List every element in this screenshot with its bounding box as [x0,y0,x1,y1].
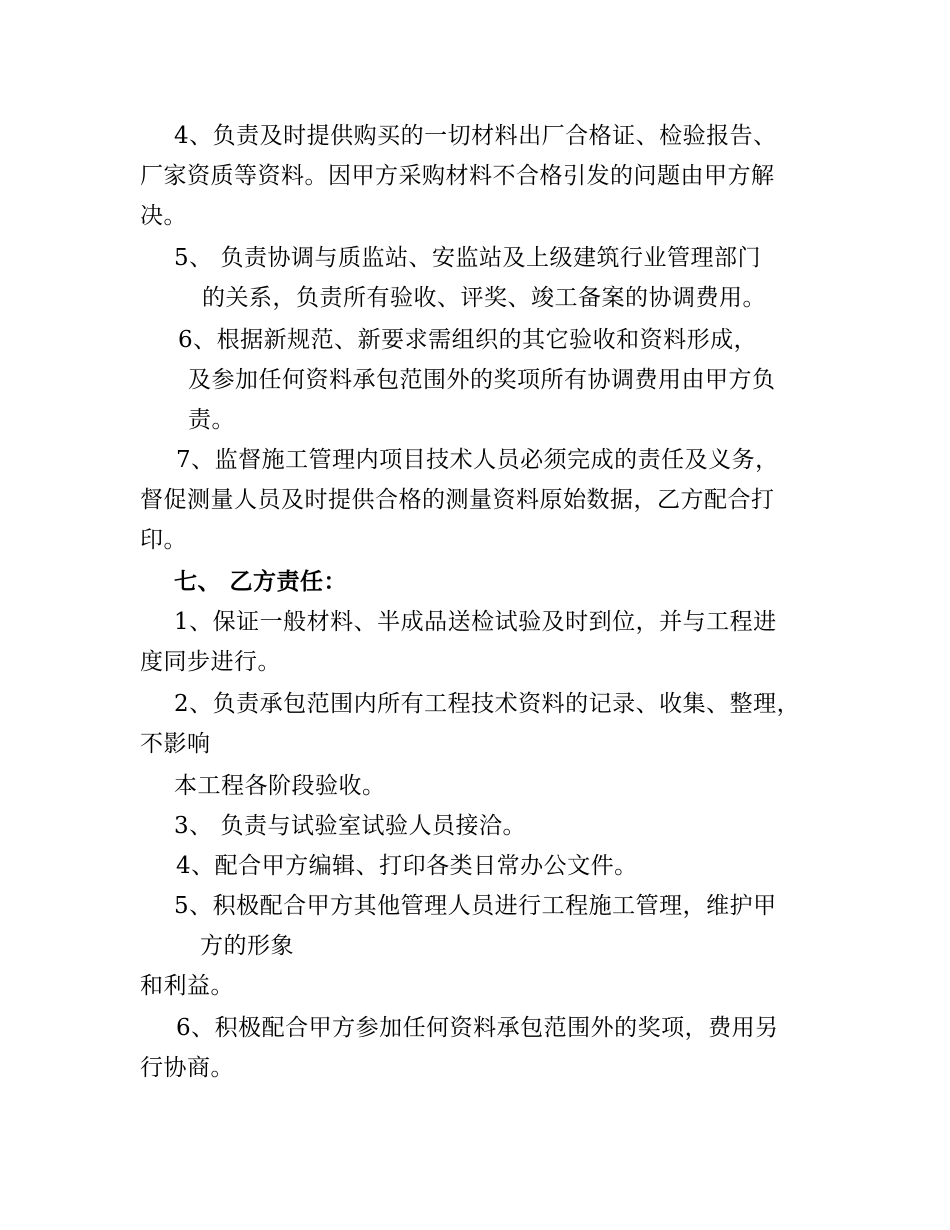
text-line-party-b-item-2-cont: 不影响 [140,731,211,757]
text-line-party-b-item-4: 4、配合甲方编辑、打印各类日常办公文件。 [176,853,638,879]
text-line-party-b-item-5: 5、积极配合甲方其他管理人员进行工程施工管理，维护甲 [174,893,777,919]
text-line-party-a-item-4: 4、负责及时提供购买的一切材料出厂合格证、检验报告、 [174,123,777,149]
text-line-party-a-item-4-cont: 厂家资质等资料。因甲方采购材料不合格引发的问题由甲方解 [140,163,775,189]
text-line-party-b-item-3: 3、 负责与试验室试验人员接洽。 [174,813,526,839]
text-line-party-b-item-1-cont: 度同步进行。 [140,649,281,675]
text-line-party-b-item-6: 6、积极配合甲方参加任何资料承包范围外的奖项，费用另 [176,1015,779,1041]
text-line-party-b-item-2-end: 本工程各阶段验收。 [174,773,386,799]
text-line-party-b-item-1: 1、保证一般材料、半成品送检试验及时到位，并与工程进 [174,609,777,635]
text-line-party-b-item-2: 2、负责承包范围内所有工程技术资料的记录、收集、整理， [174,691,801,717]
text-line-party-a-item-7-cont: 督促测量人员及时提供合格的测量资料原始数据，乙方配合打 [140,487,775,513]
text-line-party-b-item-6-cont: 行协商。 [140,1055,234,1081]
text-line-party-b-item-5-cont: 方的形象 [200,933,294,959]
text-line-party-a-item-5: 5、 负责协调与质监站、安监站及上级建筑行业管理部门 [174,245,761,271]
text-line-party-a-item-5-cont: 的关系，负责所有验收、评奖、竣工备案的协调费用。 [202,285,766,311]
text-line-party-a-item-6: 6、根据新规范、新要求需组织的其它验收和资料形成， [178,327,758,353]
text-line-party-b-item-5-end: 和利益。 [140,973,234,999]
text-line-party-a-item-7-end: 印。 [140,527,187,553]
section-heading-party-b: 七、 乙方责任： [174,568,348,595]
text-line-party-a-item-7: 7、监督施工管理内项目技术人员必须完成的责任及义务， [176,447,779,473]
text-line-party-a-item-4-end: 决。 [140,203,187,229]
text-line-party-a-item-6-end: 责。 [188,407,235,433]
text-line-party-a-item-6-cont: 及参加任何资料承包范围外的奖项所有协调费用由甲方负 [188,367,776,393]
